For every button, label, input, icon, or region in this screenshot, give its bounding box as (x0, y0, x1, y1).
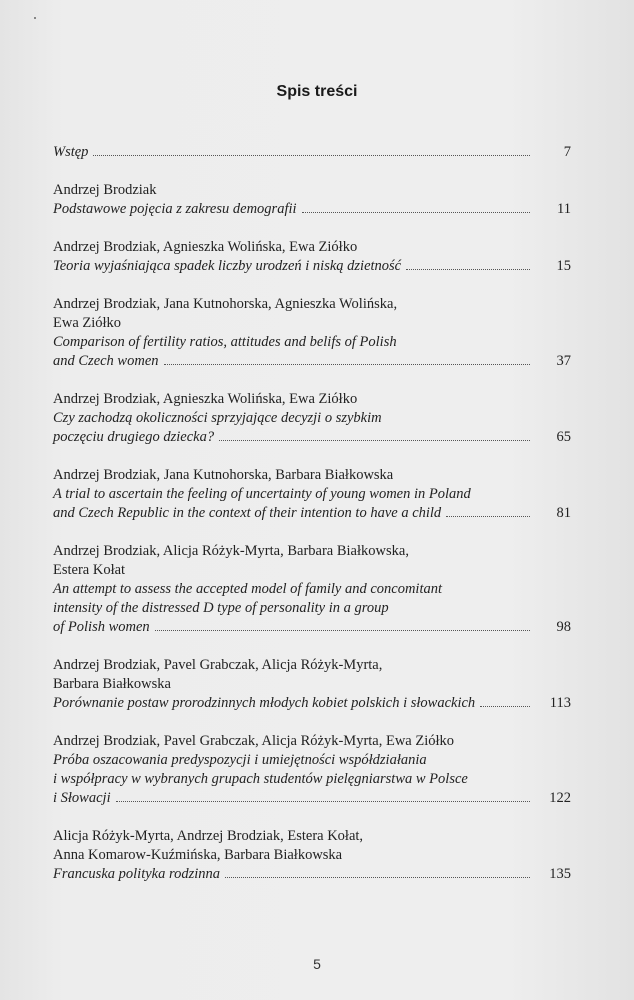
entry-title: and Czech Republic in the context of their intention to have a child (53, 505, 442, 521)
entry-authors: Andrzej Brodziak, Agnieszka Wolińska, Ewa Ziółko (53, 391, 358, 407)
dot-leader (480, 706, 530, 707)
entry-title-line (53, 352, 571, 371)
entry-title-line (53, 694, 571, 713)
entry-title-line (53, 789, 571, 808)
entry-title: Francuska polityka rodzinna (53, 866, 220, 882)
toc-entry (53, 181, 571, 219)
toc-entry (53, 143, 571, 162)
entry-title-line (53, 504, 571, 523)
toc-entry (53, 542, 571, 637)
entry-title-line (53, 865, 571, 884)
entry-page-number: 81 (556, 505, 571, 521)
entry-authors: Estera Kołat (53, 562, 126, 578)
entry-title: A trial to ascertain the feeling of uncertainty of young women in Poland (53, 486, 471, 502)
toc-entry (53, 466, 571, 523)
entry-title: intensity of the distressed D type of personality in a group (53, 600, 389, 616)
entry-page-number: 7 (563, 144, 571, 160)
entry-title: Porównanie postaw prorodzinnych młodych kobiet polskich i słowackich (53, 695, 476, 711)
toc-entry (53, 656, 571, 713)
dot-leader (219, 440, 530, 441)
entry-authors: Andrzej Brodziak, Alicja Różyk-Myrta, Barbara Białkowska, (53, 543, 409, 559)
page-title: Spis treści (276, 83, 358, 100)
dot-leader (225, 877, 530, 878)
entry-page-number: 122 (549, 790, 571, 806)
entry-title: i współpracy w wybranych grupach studentów pielęgniarstwa w Polsce (53, 771, 468, 787)
entry-authors: Ewa Ziółko (53, 315, 122, 331)
entry-title-line (53, 257, 571, 276)
dot-leader (302, 212, 530, 213)
dot-leader (155, 630, 530, 631)
entry-page-number: 113 (549, 695, 571, 711)
entry-title: Comparison of fertility ratios, attitudes and belifs of Polish (53, 334, 397, 350)
entry-page-number: 15 (556, 258, 571, 274)
entry-title: of Polish women (53, 619, 150, 635)
entry-title-line (53, 428, 571, 447)
speck (34, 17, 36, 19)
dot-leader (93, 155, 530, 156)
entry-page-number: 11 (557, 201, 571, 217)
dot-leader (164, 364, 530, 365)
table-of-contents (53, 143, 571, 903)
entry-authors: Andrzej Brodziak, Jana Kutnohorska, Agnieszka Wolińska, (53, 296, 398, 312)
toc-entry (53, 390, 571, 447)
entry-title: An attempt to assess the accepted model of family and concomitant (53, 581, 443, 597)
toc-entry (53, 295, 571, 371)
entry-authors: Andrzej Brodziak, Jana Kutnohorska, Barbara Białkowska (53, 467, 394, 483)
entry-authors: Andrzej Brodziak, Agnieszka Wolińska, Ewa Ziółko (53, 239, 358, 255)
entry-title: Próba oszacowania predyspozycji i umiejętności współdziałania (53, 752, 427, 768)
entry-authors: Anna Komarow-Kuźmińska, Barbara Białkowska (53, 847, 343, 863)
entry-title-line (53, 409, 571, 428)
entry-title: Czy zachodzą okoliczności sprzyjające decyzji o szybkim (53, 410, 382, 426)
entry-authors: Barbara Białkowska (53, 676, 171, 692)
entry-title: Teoria wyjaśniająca spadek liczby urodzeń i niską dzietność (53, 258, 402, 274)
toc-entry (53, 827, 571, 884)
entry-authors: Andrzej Brodziak, Pavel Grabczak, Alicja Różyk-Myrta, (53, 657, 383, 673)
dot-leader (446, 516, 530, 517)
entry-title-line (53, 200, 571, 219)
entry-page-number: 37 (556, 353, 571, 369)
page-number: 5 (313, 956, 321, 972)
entry-page-number: 98 (556, 619, 571, 635)
toc-entry (53, 238, 571, 276)
dot-leader (116, 801, 530, 802)
entry-title-line (53, 143, 571, 162)
entry-authors: Andrzej Brodziak (53, 182, 157, 198)
entry-title-line (53, 751, 571, 770)
entry-page-number: 65 (556, 429, 571, 445)
entry-title: poczęciu drugiego dziecka? (53, 429, 215, 445)
entry-title-line (53, 599, 571, 618)
dot-leader (406, 269, 530, 270)
entry-title-line (53, 580, 571, 599)
entry-title-line (53, 485, 571, 504)
entry-title: and Czech women (53, 353, 159, 369)
toc-entry (53, 732, 571, 808)
entry-authors: Alicja Różyk-Myrta, Andrzej Brodziak, Estera Kołat, (53, 828, 364, 844)
entry-title: Wstęp (53, 144, 89, 160)
entry-title: Podstawowe pojęcia z zakresu demografii (53, 201, 297, 217)
entry-title-line (53, 770, 571, 789)
entry-title: i Słowacji (53, 790, 111, 806)
entry-title-line (53, 333, 571, 352)
entry-title-line (53, 618, 571, 637)
entry-page-number: 135 (549, 866, 571, 882)
entry-authors: Andrzej Brodziak, Pavel Grabczak, Alicja Różyk-Myrta, Ewa Ziółko (53, 733, 455, 749)
